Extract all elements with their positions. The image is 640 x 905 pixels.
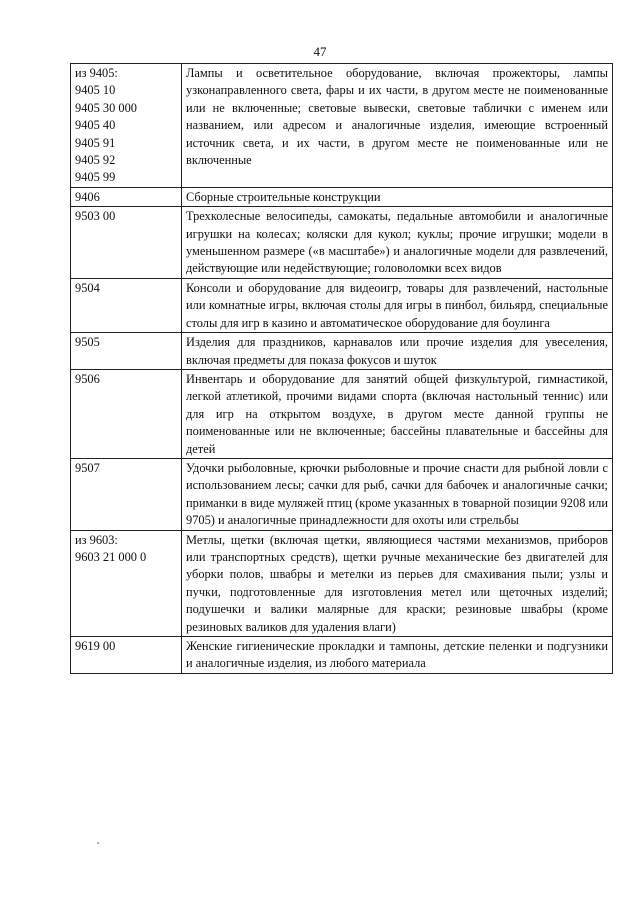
table-row: [71, 64, 613, 188]
code-cell: [71, 369, 182, 458]
code-value: 9507: [75, 460, 100, 475]
description-cell: Женские гигиенические прокладки и тампоны, детские пеленки и подгузники и аналогичные изделия, из любого материала: [182, 637, 613, 674]
code-cell: [71, 278, 182, 332]
code-value: 9619 00: [75, 639, 116, 653]
code-value: 9405 91: [75, 135, 116, 150]
code-value: 9405 30 000: [75, 100, 137, 115]
table-row: [71, 278, 613, 332]
code-cell: [71, 530, 182, 636]
table-row: [71, 369, 613, 458]
table-row: [71, 187, 613, 206]
code-cell: [71, 187, 182, 206]
description-cell: Удочки рыболовные, крючки рыболовные и прочие снасти для рыбной ловли с использованием лесы; сачки для рыб, сачки для бабочек и аналогичные сачки; приманки в виде муляжей птиц (кроме указанных в товарной позиции 9208 или 9705) и аналогичные принадлежности для охоты или стрельбы: [182, 458, 613, 530]
description-cell: Инвентарь и оборудование для занятий общей физкультурой, гимнастикой, легкой атлетикой, прочими видами спорта (включая настольный теннис) или для игр на открытом воздухе, в другом месте данной группы не поименованные или не включенные; бассейны плавательные и бассейны для детей: [182, 369, 613, 458]
code-value: 9603 21 000 0: [75, 549, 147, 564]
table-row: [71, 333, 613, 370]
code-cell: [71, 637, 182, 674]
code-value: 9504: [75, 280, 100, 295]
code-cell: [71, 64, 182, 188]
code-value: 9405 99: [75, 170, 116, 185]
code-value: 9505: [75, 335, 100, 350]
code-value: 9503 00: [75, 209, 116, 224]
description-cell: Трехколесные велосипеды, самокаты, педальные автомобили и аналогичные игрушки на колесах; коляски для кукол; куклы; прочие игрушки; модели в уменьшенном размере («в масштабе») и аналогичные модели для развлечений, действующие или недействующие; головоломки всех видов: [182, 207, 613, 279]
commodity-codes-table: [70, 63, 613, 674]
code-value: из 9405:: [75, 66, 118, 80]
description-cell: Метлы, щетки (включая щетки, являющиеся частями механизмов, приборов или транспортных средств), щетки ручные механические без двигателей для уборки полов, швабры и метелки из перьев для смахивания пыли; узлы и пучки, подготовленные для изготовления метел или щеточных изделий; подушечки и валики малярные для краски; резиновые швабры (кроме резиновых валиков для удаления влаги): [182, 530, 613, 636]
code-value: 9506: [75, 371, 100, 386]
code-value: 9405 10: [75, 83, 116, 98]
scan-speck: [97, 842, 99, 844]
table-row: [71, 207, 613, 279]
code-cell: [71, 458, 182, 530]
code-cell: [71, 333, 182, 370]
code-value: 9406: [75, 189, 100, 204]
code-value: из 9603:: [75, 532, 118, 547]
code-value: 9405 92: [75, 153, 116, 168]
description-cell: Изделия для праздников, карнавалов или прочие изделия для увеселения, включая предметы для показа фокусов и шуток: [182, 333, 613, 370]
table-row: [71, 458, 613, 530]
table-row: [71, 530, 613, 636]
description-cell: Лампы и осветительное оборудование, включая прожекторы, лампы узконаправленного света, фары и их части, в другом месте не поименованные или не включенные; световые вывески, световые таблички с именем или названием, или адресом и аналогичные изделия, имеющие встроенный источник света, и их части, в другом месте не поименованные или не включенные: [182, 64, 613, 188]
code-value: 9405 40: [75, 118, 116, 133]
code-cell: [71, 207, 182, 279]
table-body: [71, 64, 613, 674]
table-row: [71, 637, 613, 674]
description-cell: Сборные строительные конструкции: [182, 187, 613, 206]
page-number: 47: [313, 44, 327, 59]
description-cell: Консоли и оборудование для видеоигр, товары для развлечений, настольные или комнатные игры, включая столы для игры в пинбол, бильярд, специальные столы для игр в казино и автоматическое оборудование для боулинга: [182, 278, 613, 332]
